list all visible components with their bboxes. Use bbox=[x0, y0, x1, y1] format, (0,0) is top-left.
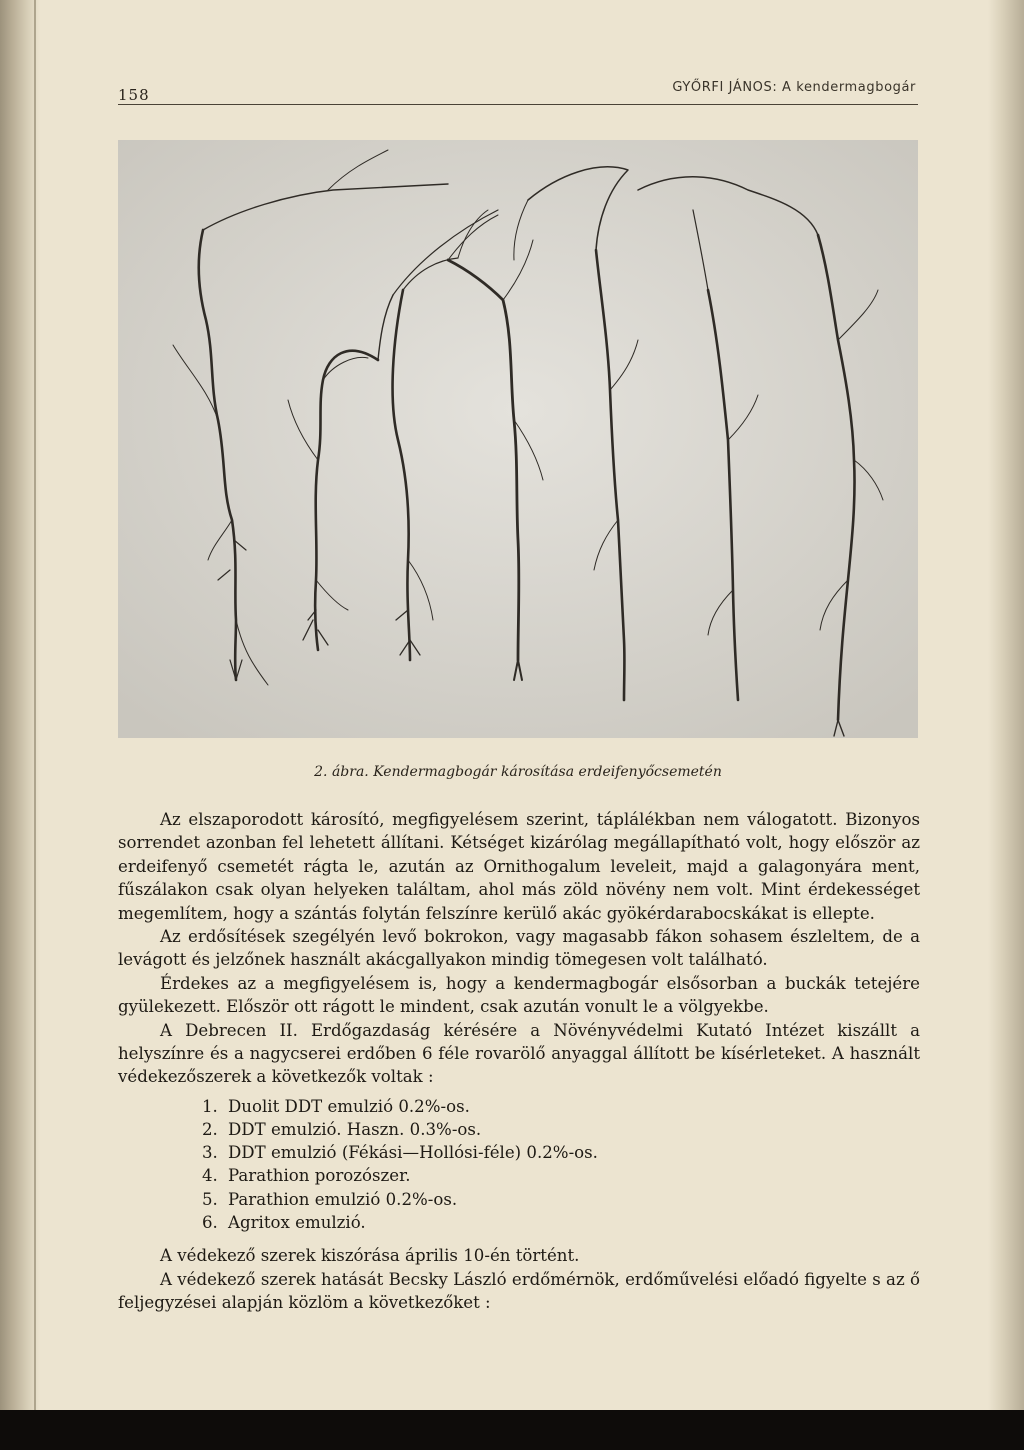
paragraph: Az erdősítések szegélyén levő bokrokon, vagy magasabb fákon sohasem észleltem, de a levágott és jelzőnek használt akácgallyakon mindig tömegesen volt található. bbox=[118, 927, 920, 970]
scan-bottom-edge bbox=[0, 1410, 1024, 1450]
page-edge bbox=[988, 0, 1024, 1410]
list-item-number: 2. bbox=[202, 1120, 218, 1140]
pesticide-list bbox=[118, 1095, 920, 1234]
paragraph: Érdekes az a megfigyelésem is, hogy a kendermagbogár elsősorban a buckák tetejére gyülekezett. Először ott rágott le mindent, csak azután vonult le a völgyekbe. bbox=[118, 973, 920, 1017]
paragraph: Az elszaporodott károsító, megfigyelésem szerint, táplálékban nem válogatott. Bizonyos sorrendet azonban fel lehetett állítani. Kétséget kizárólag megállapítható volt, hogy először az erdeifenyő csemetét rágta le, azután az Ornithogalum leveleit, majd a galagonyára ment, fűszálakon csak olyan helyeken találtam, ahol más zöld növény nem volt. Mint érdekességet megemlítem, hogy a szántás folytán felszínre kerülő akác gyökérdarabocskákat is ellepte. bbox=[118, 810, 920, 923]
list-item bbox=[202, 1141, 920, 1164]
list-item-text: Agritox emulzió. bbox=[228, 1212, 366, 1232]
list-item-number: 3. bbox=[202, 1143, 218, 1163]
paragraph: A védekező szerek hatását Becsky László erdőmérnök, erdőművelési előadó figyelte s az ő feljegyzései alapján közlöm a következőket : bbox=[118, 1269, 920, 1312]
list-item-text: Parathion emulzió 0.2%-os. bbox=[228, 1189, 458, 1209]
list-item bbox=[202, 1118, 920, 1141]
list-item-number: 4. bbox=[202, 1166, 218, 1186]
list-item bbox=[202, 1211, 920, 1234]
list-item-text: Duolit DDT emulzió 0.2%-os. bbox=[228, 1096, 470, 1116]
list-item-number: 1. bbox=[202, 1096, 218, 1116]
paragraph: A védekező szerek kiszórása április 10-én történt. bbox=[160, 1246, 580, 1266]
list-item bbox=[202, 1164, 920, 1187]
list-item bbox=[202, 1188, 920, 1211]
page-number: 158 bbox=[118, 86, 150, 104]
seedlings-illustration bbox=[118, 140, 918, 738]
list-item bbox=[202, 1095, 920, 1118]
body-text bbox=[118, 808, 920, 1314]
list-item-text: Parathion porozószer. bbox=[228, 1166, 411, 1186]
header-rule bbox=[118, 104, 918, 105]
list-item-number: 6. bbox=[202, 1212, 218, 1232]
gutter-line bbox=[34, 0, 36, 1410]
running-head: GYŐRFI JÁNOS: A kendermagbogár bbox=[672, 80, 916, 95]
list-item-number: 5. bbox=[202, 1189, 218, 1209]
paragraph: A Debrecen II. Erdőgazdaság kérésére a Növényvédelmi Kutató Intézet kiszállt a helyszínre és a nagycserei erdőben 6 féle rovarölő anyaggal állított be kísérleteket. A használt védekezőszerek a következők voltak : bbox=[118, 1020, 920, 1087]
list-item-text: DDT emulzió (Fékási—Hollósi-féle) 0.2%-os. bbox=[228, 1143, 598, 1163]
figure-photo bbox=[118, 140, 918, 738]
list-item-text: DDT emulzió. Haszn. 0.3%-os. bbox=[228, 1120, 482, 1140]
figure-caption: 2. ábra. Kendermagbogár károsítása erdeifenyőcsemetén bbox=[314, 764, 722, 780]
